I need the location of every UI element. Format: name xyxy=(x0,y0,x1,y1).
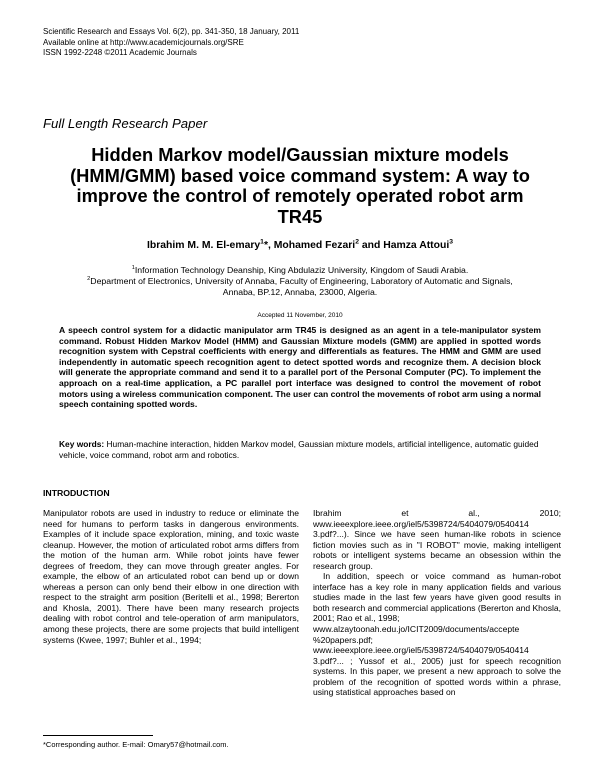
citation-word: Ibrahim xyxy=(313,508,342,518)
title-line: improve the control of remotely operated robot arm xyxy=(76,185,524,206)
right-paragraph: In addition, speech or voice command as human-robot interface has a key role in many application fields and various studies made in the last few years have given good results in both research and commercial applications (Bererton and Khosla, 2001; Rao et al., 1998; xyxy=(313,571,561,624)
left-column xyxy=(43,508,299,645)
right-paragraph xyxy=(313,529,561,571)
author-name: Ibrahim M. M. El-emary xyxy=(147,240,261,251)
reference-url: www.ieeexplore.ieee.org/iel5/5398724/5404079/0540414 xyxy=(313,645,529,656)
author-name: Hamza Attoui xyxy=(383,240,450,251)
accepted-date: Accepted 11 November, 2010 xyxy=(257,312,343,319)
affiliation-line xyxy=(55,276,545,287)
affiliation-text: Department of Electronics, University of Annaba, Faculty of Engineering, Laboratory of Automatic and Signals, xyxy=(90,276,513,287)
author-list xyxy=(40,240,560,251)
affiliations xyxy=(55,265,545,299)
title-line: Hidden Markov model/Gaussian mixture models xyxy=(91,144,509,165)
citation-line xyxy=(313,508,561,519)
paper-type: Full Length Research Paper xyxy=(43,116,208,131)
affiliation-mark: 2 xyxy=(87,276,91,283)
author-separator: and xyxy=(358,240,384,251)
journal-issn: ISSN 1992-2248 ©2011 Academic Journals xyxy=(43,48,197,57)
citation-word: et xyxy=(401,508,409,518)
journal-availability: Available online at http://www.academicjournals.org/SRE xyxy=(43,37,244,47)
paragraph-text: Since we have seen human-like robots in science fiction movies such as in "I ROBOT" movie, making intelligent robots or intelligent systems became an obsession within the research group. xyxy=(313,529,562,571)
paragraph-text: Yussof et al., 2005) just for speech recognition systems. In this paper, we present a new approach to solve the problem of the recognition of spotted words within a phrase, using statistical approaches based on xyxy=(313,655,561,698)
keywords xyxy=(59,439,541,460)
right-paragraph xyxy=(313,656,561,698)
affiliation-text: Information Technology Deanship, King Abdulaziz University, Kingdom of Saudi Arabia. xyxy=(134,265,469,275)
author-affiliation-mark: 1 xyxy=(260,238,264,246)
abstract: A speech control system for a didactic manipulator arm TR45 is designed as an agent in a tele-manipulator system command. Robust Hidden Markov Model (HMM) and Gaussian Mixture models (GMM) are applied in spotted words recognition system with Cepstral coefficients with energy and differentials as features. The HMM and GMM are used independently in automatic speech recognition agent to detect spotted words and recognize them. A decision block will generate the appropriate command and send it to a parallel port of the Personal Computer (PC). To implement the approach on a real-time application, a PC parallel port interface was designed to control the movement of robot motors using a wireless communication component. The user can control the movements of robot arm using a normal speech containing spotted words. xyxy=(59,325,541,410)
reference-url: www.alzaytoonah.edu.jo/ICIT2009/documents/accepte xyxy=(313,624,520,635)
affiliation-line xyxy=(55,287,545,298)
reference-url-end: 3.pdf?... ; xyxy=(313,655,353,666)
author-affiliation-mark: 3 xyxy=(449,238,453,246)
title-line: (HMM/GMM) based voice command system: A way to xyxy=(70,164,530,186)
footnote-divider xyxy=(43,735,153,736)
journal-header xyxy=(43,27,299,59)
reference-url: www.ieeexplore.ieee.org/iel5/5398724/5404079/0540414 xyxy=(313,518,529,529)
intro-paragraph: Manipulator robots are used in industry to reduce or eliminate the need for humans to perform tasks in dangerous environments. Examples of it include space exploration, mining, and toxic waste cleanup. However, the motion of articulated robot arms differs from the motion of the human arm. While robot joints have fewer degrees of freedom, they can move through greater angles. For example, the elbow of an articulated robot can bend up or down whereas a person can only bend their elbow in one direction with respect to the straight arm position (Beritelli et al., 1998; Bererton and Khosla, 2001). There have been many research projects dealing with robot control and tele-operation of arm manipulators, among these projects, there are some projects that build intelligent systems (Kwee, 1997; Buhler et al., 1994; xyxy=(43,508,299,645)
reference-url-end: 3.pdf?...). xyxy=(313,529,350,540)
journal-citation: Scientific Research and Essays Vol. 6(2), pp. 341-350, 18 January, 2011 xyxy=(43,27,300,36)
reference-url-end: %20papers.pdf; xyxy=(313,634,373,645)
keywords-label: Key words: xyxy=(59,439,105,449)
affiliation-mark: 1 xyxy=(131,265,135,272)
section-heading: INTRODUCTION xyxy=(43,488,110,498)
paper-title xyxy=(48,145,552,227)
affiliation-text: Annaba, BP.12, Annaba, 23000, Algeria. xyxy=(222,287,378,298)
keywords-text: Human-machine interaction, hidden Markov model, Gaussian mixture models, artificial intelligence, automatic guided vehicle, voice command, robot arm and robotics. xyxy=(59,439,539,460)
author-separator: *, xyxy=(263,240,274,251)
author-name: Mohamed Fezari xyxy=(273,240,356,251)
citation-word: al., xyxy=(468,508,480,518)
citation-word: 2010; xyxy=(539,508,561,518)
title-line: TR45 xyxy=(277,205,323,227)
footnote: *Corresponding author. E-mail: Omary57@hotmail.com. xyxy=(43,740,229,749)
right-column xyxy=(313,508,561,698)
author-affiliation-mark: 2 xyxy=(355,238,359,246)
affiliation-line xyxy=(55,265,545,276)
